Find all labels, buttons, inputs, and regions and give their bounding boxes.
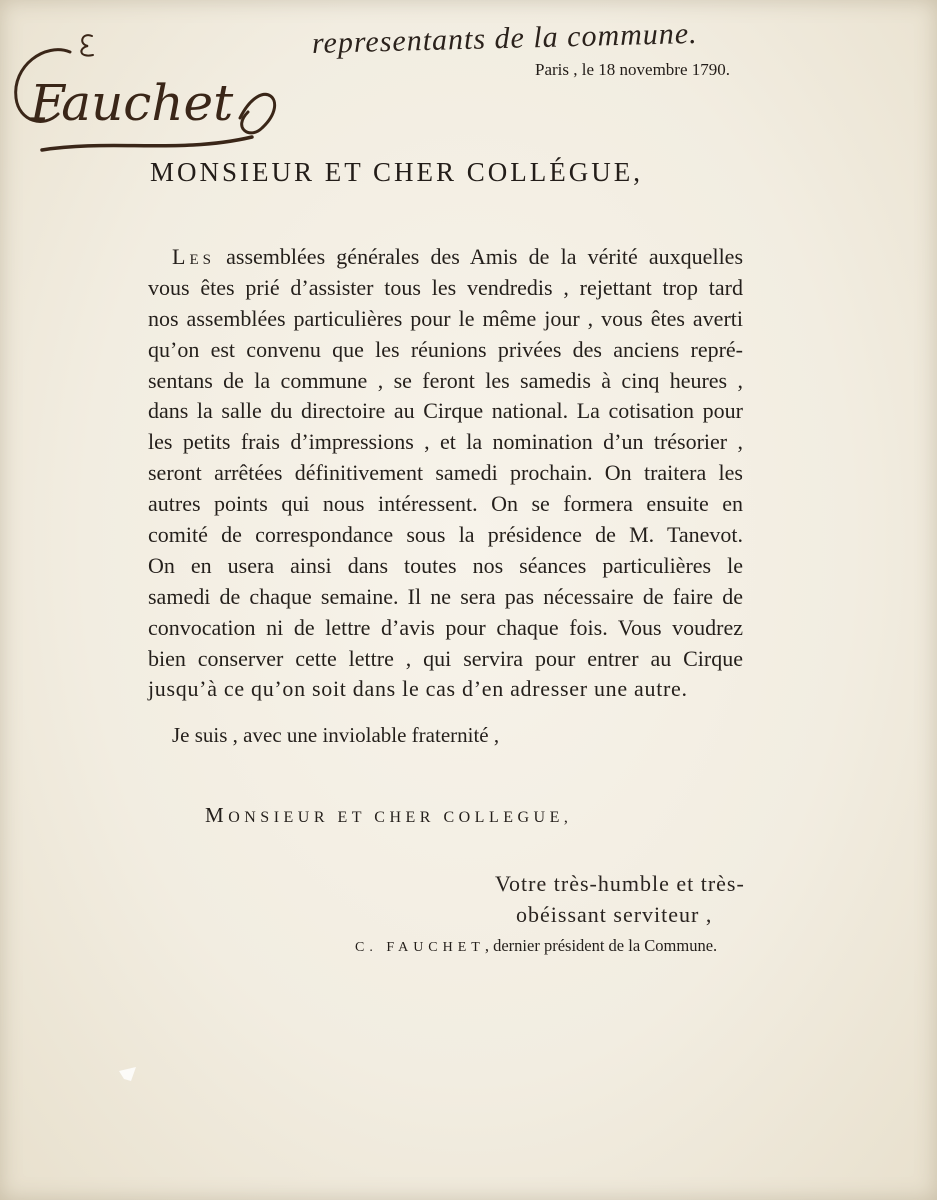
body-first-word: LES xyxy=(172,244,215,269)
date-line: Paris , le 18 novembre 1790. xyxy=(535,60,730,79)
body-line: bien conserver cette lettre , qui servira pour entrer au Cirque xyxy=(148,645,743,671)
body-line: les petits frais d’impressions , et la nomination d’un trésorier , xyxy=(148,429,743,455)
salutation-heading: MONSIEUR ET CHER COLLÉGUE, xyxy=(150,157,643,187)
body-line: convocation ni de lettre d’avis pour chaque fois. Vous voudrez xyxy=(148,614,743,640)
signatory-title: , dernier président de la Commune. xyxy=(484,936,718,955)
handwritten-signature xyxy=(0,0,290,175)
signature-text: Fauchet xyxy=(30,74,234,132)
valediction-line-2: obéissant serviteur , xyxy=(516,902,713,927)
handwritten-note: representants de la commune. xyxy=(311,16,698,60)
signature-underline xyxy=(42,137,252,150)
body-line: comité de correspondance sous la présidence de M. Tanevot. xyxy=(148,522,743,548)
body-line: qu’on est convenu que les réunions privées des anciens repré- xyxy=(148,336,743,362)
body-line xyxy=(148,242,743,273)
signature-loop xyxy=(240,94,275,132)
signature-mark xyxy=(81,35,93,55)
body-line-text: assemblées générales des Amis de la vérité auxquelles xyxy=(226,244,744,269)
valediction-line-1: Votre très-humble et très- xyxy=(495,871,745,896)
body-line: samedi de chaque semaine. Il ne sera pas nécessaire de faire de xyxy=(148,583,743,609)
signatory-block xyxy=(355,934,717,960)
body-line: vous êtes prié d’assister tous les vendredis , rejettant trop tard xyxy=(148,274,743,300)
body-line: dans la salle du directoire au Cirque national. La cotisation pour xyxy=(148,398,743,424)
body-paragraph xyxy=(148,242,743,705)
signatory-name: C. FAUCHET xyxy=(355,940,485,955)
body-line: nos assemblées particulières pour le même jour , vous êtes averti xyxy=(148,305,743,331)
closing-line: Je suis , avec une inviolable fraternité , xyxy=(172,723,500,747)
salutation-repeat: MONSIEUR ET CHER COLLEGUE, xyxy=(205,803,573,827)
body-line: sentans de la commune , se feront les samedis à cinq heures , xyxy=(148,367,743,393)
body-line: jusqu’à ce qu’on soit dans le cas d’en adresser une autre. xyxy=(148,676,688,702)
body-line: On en usera ainsi dans toutes nos séances particulières le xyxy=(148,552,743,578)
body-line: autres points qui nous intéressent. On se formera ensuite en xyxy=(148,491,743,517)
body-line: seront arrêtées définitivement samedi prochain. On traitera les xyxy=(148,460,743,486)
